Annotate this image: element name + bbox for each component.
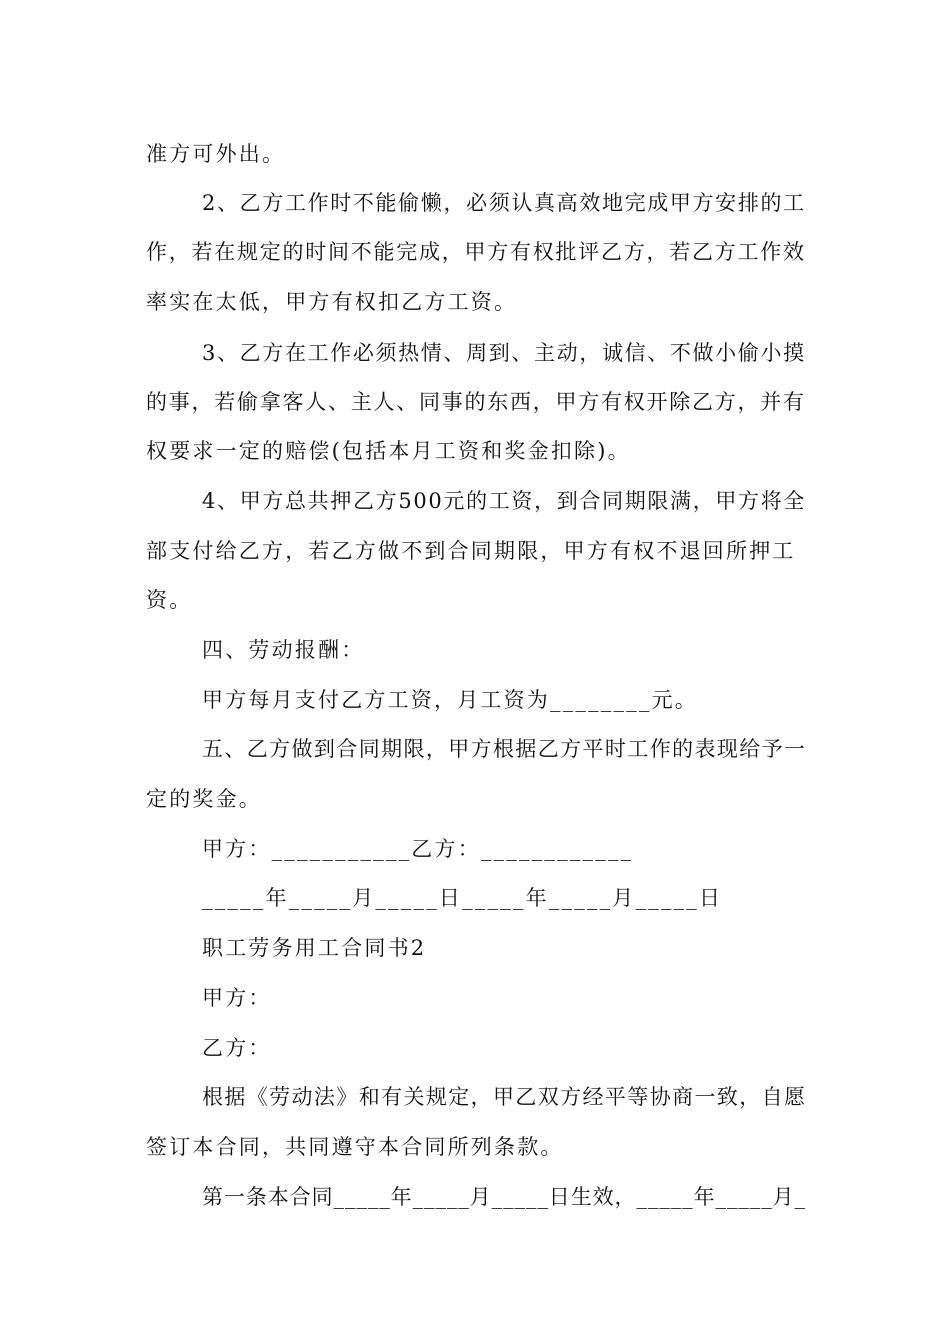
text-line: 部支付给乙方，若乙方做不到合同期限，甲方有权不退回所押工 — [146, 539, 796, 563]
text-line: 资。 — [146, 588, 193, 612]
text-line: 作，若在规定的时间不能完成，甲方有权批评乙方，若乙方工作效 — [146, 240, 806, 264]
text-line: 签订本合同，共同遵守本合同所列条款。 — [146, 1135, 564, 1159]
text-line: 率实在太低，甲方有权扣乙方工资。 — [146, 290, 518, 314]
text-line: 第一条本合同_____年_____月_____日生效，_____年_____月_ — [202, 1185, 806, 1209]
signature-line: 甲方：___________乙方：____________ — [202, 837, 634, 861]
text-line: 2、乙方工作时不能偷懒，必须认真高效地完成甲方安排的工 — [202, 191, 806, 215]
text-line: 3、乙方在工作必须热情、周到、主动，诚信、不做小偷小摸 — [202, 341, 806, 365]
document-title: 职工劳务用工合同书2 — [202, 936, 427, 960]
text-line: 根据《劳动法》和有关规定，甲乙双方经平等协商一致，自愿 — [202, 1085, 807, 1109]
text-line: 甲方每月支付乙方工资，月工资为________元。 — [202, 688, 698, 712]
party-b-label: 乙方： — [202, 1036, 272, 1060]
text-line: 五、乙方做到合同期限，甲方根据乙方平时工作的表现给予一 — [202, 737, 807, 761]
text-line: 权要求一定的赔偿(包括本月工资和奖金扣除)。 — [146, 439, 631, 463]
text-line: 定的奖金。 — [146, 787, 262, 811]
party-a-label: 甲方： — [202, 986, 272, 1010]
date-line: _____年_____月_____日_____年_____月_____日 — [202, 886, 723, 910]
text-line: 准方可外出。 — [146, 142, 286, 166]
section-heading: 四、劳动报酬： — [202, 638, 365, 662]
text-line: 的事，若偷拿客人、主人、同事的东西，甲方有权开除乙方，并有 — [146, 390, 806, 414]
text-line: 4、甲方总共押乙方500元的工资，到合同期限满，甲方将全 — [202, 489, 807, 513]
